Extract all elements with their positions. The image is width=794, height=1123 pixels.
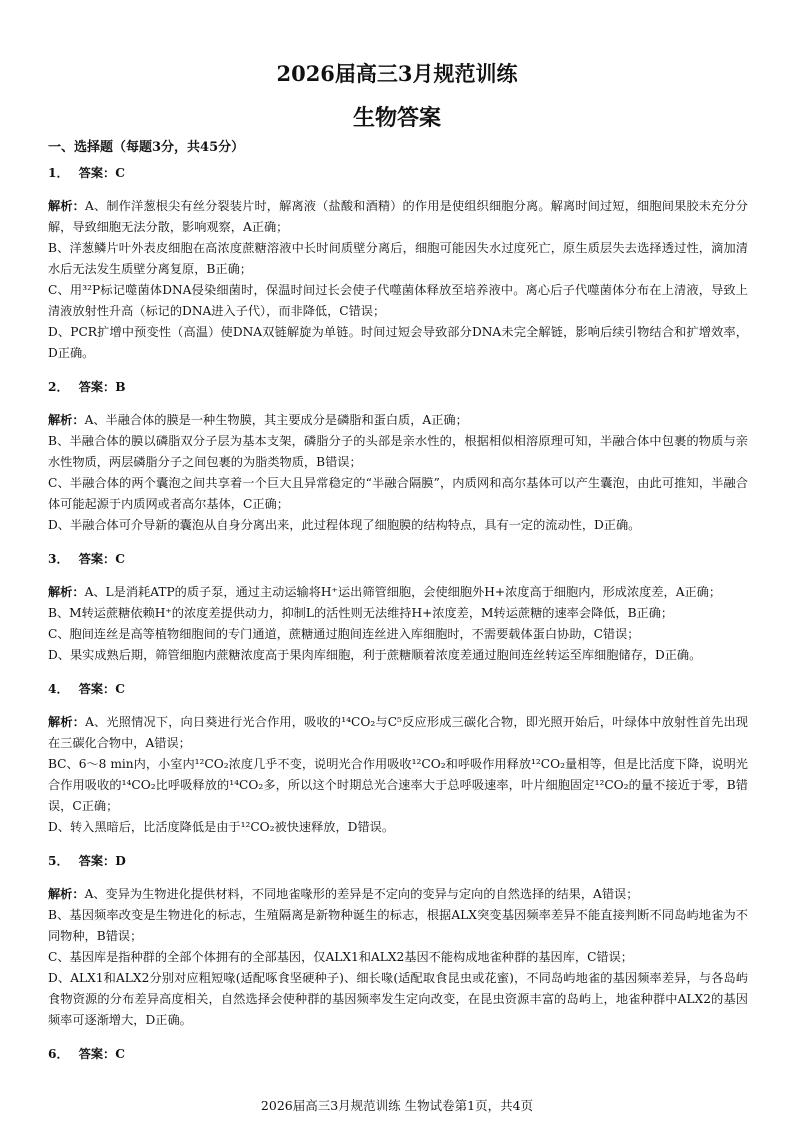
analysis-label: 解析： — [48, 413, 85, 427]
analysis-text: A、半融合体的膜是一种生物膜，其主要成分是磷脂和蛋白质，A正确； — [84, 413, 468, 427]
analysis-text: B、洋葱鳞片叶外表皮细胞在高浓度蔗糖溶液中长时间质壁分离后，细胞可能因失水过度死亡，原生质层失去选择透过性，滴加清水后无法发生质壁分离复原，B正确； — [48, 241, 748, 276]
analysis-text: A、光照情况下，向日葵进行光合作用，吸收的¹⁴CO₂与C⁵反应形成三碳化合物，即光照开始后，叶绿体中放射性首先出现在三碳化合物中，A错误； — [48, 715, 748, 750]
section-heading: 一、选择题（每题3分，共45分） — [48, 140, 245, 155]
analysis-line — [48, 238, 748, 280]
answer-value: 答案：C — [78, 166, 125, 180]
question-number: 2． — [48, 380, 69, 394]
analysis-text: C、基因库是指种群的全部个体拥有的全部基因，仅ALX1和ALX2基因不能构成地雀种群的基因库，C错误； — [48, 950, 633, 964]
answer-content — [48, 163, 748, 1078]
question-number: 3． — [48, 552, 69, 566]
analysis-line — [48, 431, 748, 473]
answer-line — [48, 679, 748, 700]
question-block — [48, 549, 748, 666]
analysis-text: C、胞间连丝是高等植物细胞间的专门通道，蔗糖通过胞间连丝进入库细胞时，不需要载体蛋白协助，C错误； — [48, 627, 640, 641]
question-block — [48, 1044, 748, 1065]
analysis-text: D、PCR扩增中预变性（高温）使DNA双链解旋为单链。时间过短会导致部分DNA未完全解链，影响后续引物结合和扩增效率，D正确。 — [48, 325, 748, 360]
answer-line — [48, 1044, 748, 1065]
analysis-line — [48, 968, 748, 1031]
analysis-text: C、用³²P标记噬菌体DNA侵染细菌时，保温时间过长会使子代噬菌体释放至培养液中。离心后子代噬菌体分布在上清液，导致上清液放射性升高（标记的DNA进入子代），而非降低，C错误； — [48, 283, 748, 318]
question-block — [48, 163, 748, 364]
analysis-text: A、L是消耗ATP的质子泵，通过主动运输将H⁺运出筛管细胞，会使细胞外H+浓度高于细胞内，形成浓度差，A正确； — [84, 585, 722, 599]
analysis-label: 解析： — [48, 715, 86, 729]
answer-value: 答案：C — [78, 682, 125, 696]
analysis-text: A、变异为生物进化提供材料，不同地雀喙形的差异是不定向的变异与定向的自然选择的结果，A错误； — [84, 887, 639, 901]
analysis-line — [48, 905, 748, 947]
answer-line — [48, 549, 748, 570]
question-block — [48, 851, 748, 1031]
question-number: 4． — [48, 682, 69, 696]
analysis-line — [48, 322, 748, 364]
question-number: 6． — [48, 1047, 69, 1061]
analysis-label: 解析： — [48, 199, 86, 213]
document-subtitle: 生物答案 — [352, 105, 441, 131]
analysis-text: D、ALX1和ALX2分别对应粗短喙(适配啄食坚硬种子)、细长喙(适配取食昆虫或花蜜)，不同岛屿地雀的基因频率差异，与各岛屿食物资源的分布差异高度相关，自然选择会使种群的基因频率发生定向改变，在昆虫资源丰富的岛屿上，地雀种群中ALX2的基因频率可逐渐增大，D正确。 — [48, 971, 748, 1027]
answer-value: 答案：C — [78, 1047, 125, 1061]
answer-value: 答案：B — [78, 380, 126, 394]
analysis-line — [48, 196, 748, 238]
answer-line — [48, 163, 748, 184]
answer-value: 答案：C — [78, 552, 125, 566]
analysis-line — [48, 947, 748, 968]
analysis-line — [48, 754, 748, 817]
analysis-line — [48, 645, 748, 666]
question-block — [48, 377, 748, 536]
question-number: 1． — [48, 166, 69, 180]
analysis-line — [48, 817, 748, 838]
analysis-text: B、基因频率改变是生物进化的标志，生殖隔离是新物种诞生的标志，根据ALX突变基因频率差异不能直接判断不同岛屿地雀为不同物种，B错误； — [48, 908, 748, 943]
analysis-label: 解析： — [48, 585, 85, 599]
analysis-line — [48, 582, 748, 603]
analysis-line — [48, 473, 748, 515]
page-footer: 2026届高三3月规范训练 生物试卷第1页，共4页 — [260, 1098, 534, 1113]
analysis-line — [48, 410, 748, 431]
analysis-text: A、制作洋葱根尖有丝分裂装片时，解离液（盐酸和酒精）的作用是使组织细胞分离。解离时间过短，细胞间果胶未充分分解，导致细胞无法分散，影响观察，A正确； — [48, 199, 748, 234]
analysis-text: BC、6～8 min内，小室内¹²CO₂浓度几乎不变，说明光合作用吸收¹²CO₂和呼吸作用释放¹²CO₂量相等，但是比活度下降，说明光合作用吸收的¹⁴CO₂比呼吸释放的¹⁴CO₂多，所以这个时期总光合速率大于总呼吸速率，叶片细胞固定¹²CO₂的量不接近于零，B错误，C正确； — [48, 757, 748, 813]
answer-value: 答案：D — [78, 854, 126, 868]
analysis-text: D、半融合体可介导新的囊泡从自身分离出来，此过程体现了细胞膜的结构特点，具有一定的流动性，D正确。 — [48, 518, 641, 532]
answer-line — [48, 377, 748, 398]
document-title: 2026届高三3月规范训练 — [276, 61, 518, 86]
question-number: 5． — [48, 854, 69, 868]
answer-line — [48, 851, 748, 872]
analysis-line — [48, 280, 748, 322]
analysis-text: D、果实成熟后期，筛管细胞内蔗糖浓度高于果肉库细胞，利于蔗糖顺着浓度差通过胞间连丝转运至库细胞储存，D正确。 — [48, 648, 702, 662]
analysis-line — [48, 884, 748, 905]
question-block — [48, 679, 748, 838]
analysis-text: D、转入黑暗后，比活度降低是由于¹²CO₂被快速释放，D错误。 — [48, 820, 395, 834]
analysis-text: B、M转运蔗糖依赖H⁺的浓度差提供动力，抑制L的活性则无法维持H+浓度差，M转运蔗糖的速率会降低，B正确； — [48, 606, 674, 620]
analysis-text: B、半融合体的膜以磷脂双分子层为基本支架，磷脂分子的头部是亲水性的，根据相似相溶原理可知，半融合体中包裹的物质与亲水性物质，两层磷脂分子之间包裹的为脂类物质，B错误； — [48, 434, 748, 469]
analysis-line — [48, 603, 748, 624]
analysis-line — [48, 712, 748, 754]
analysis-text: C、半融合体的两个囊泡之间共享着一个巨大且异常稳定的“半融合隔膜”，内质网和高尔基体可以产生囊泡，由此可推知，半融合体可能起源于内质网或者高尔基体，C正确； — [48, 476, 748, 511]
analysis-label: 解析： — [48, 887, 85, 901]
analysis-line — [48, 515, 748, 536]
analysis-line — [48, 624, 748, 645]
